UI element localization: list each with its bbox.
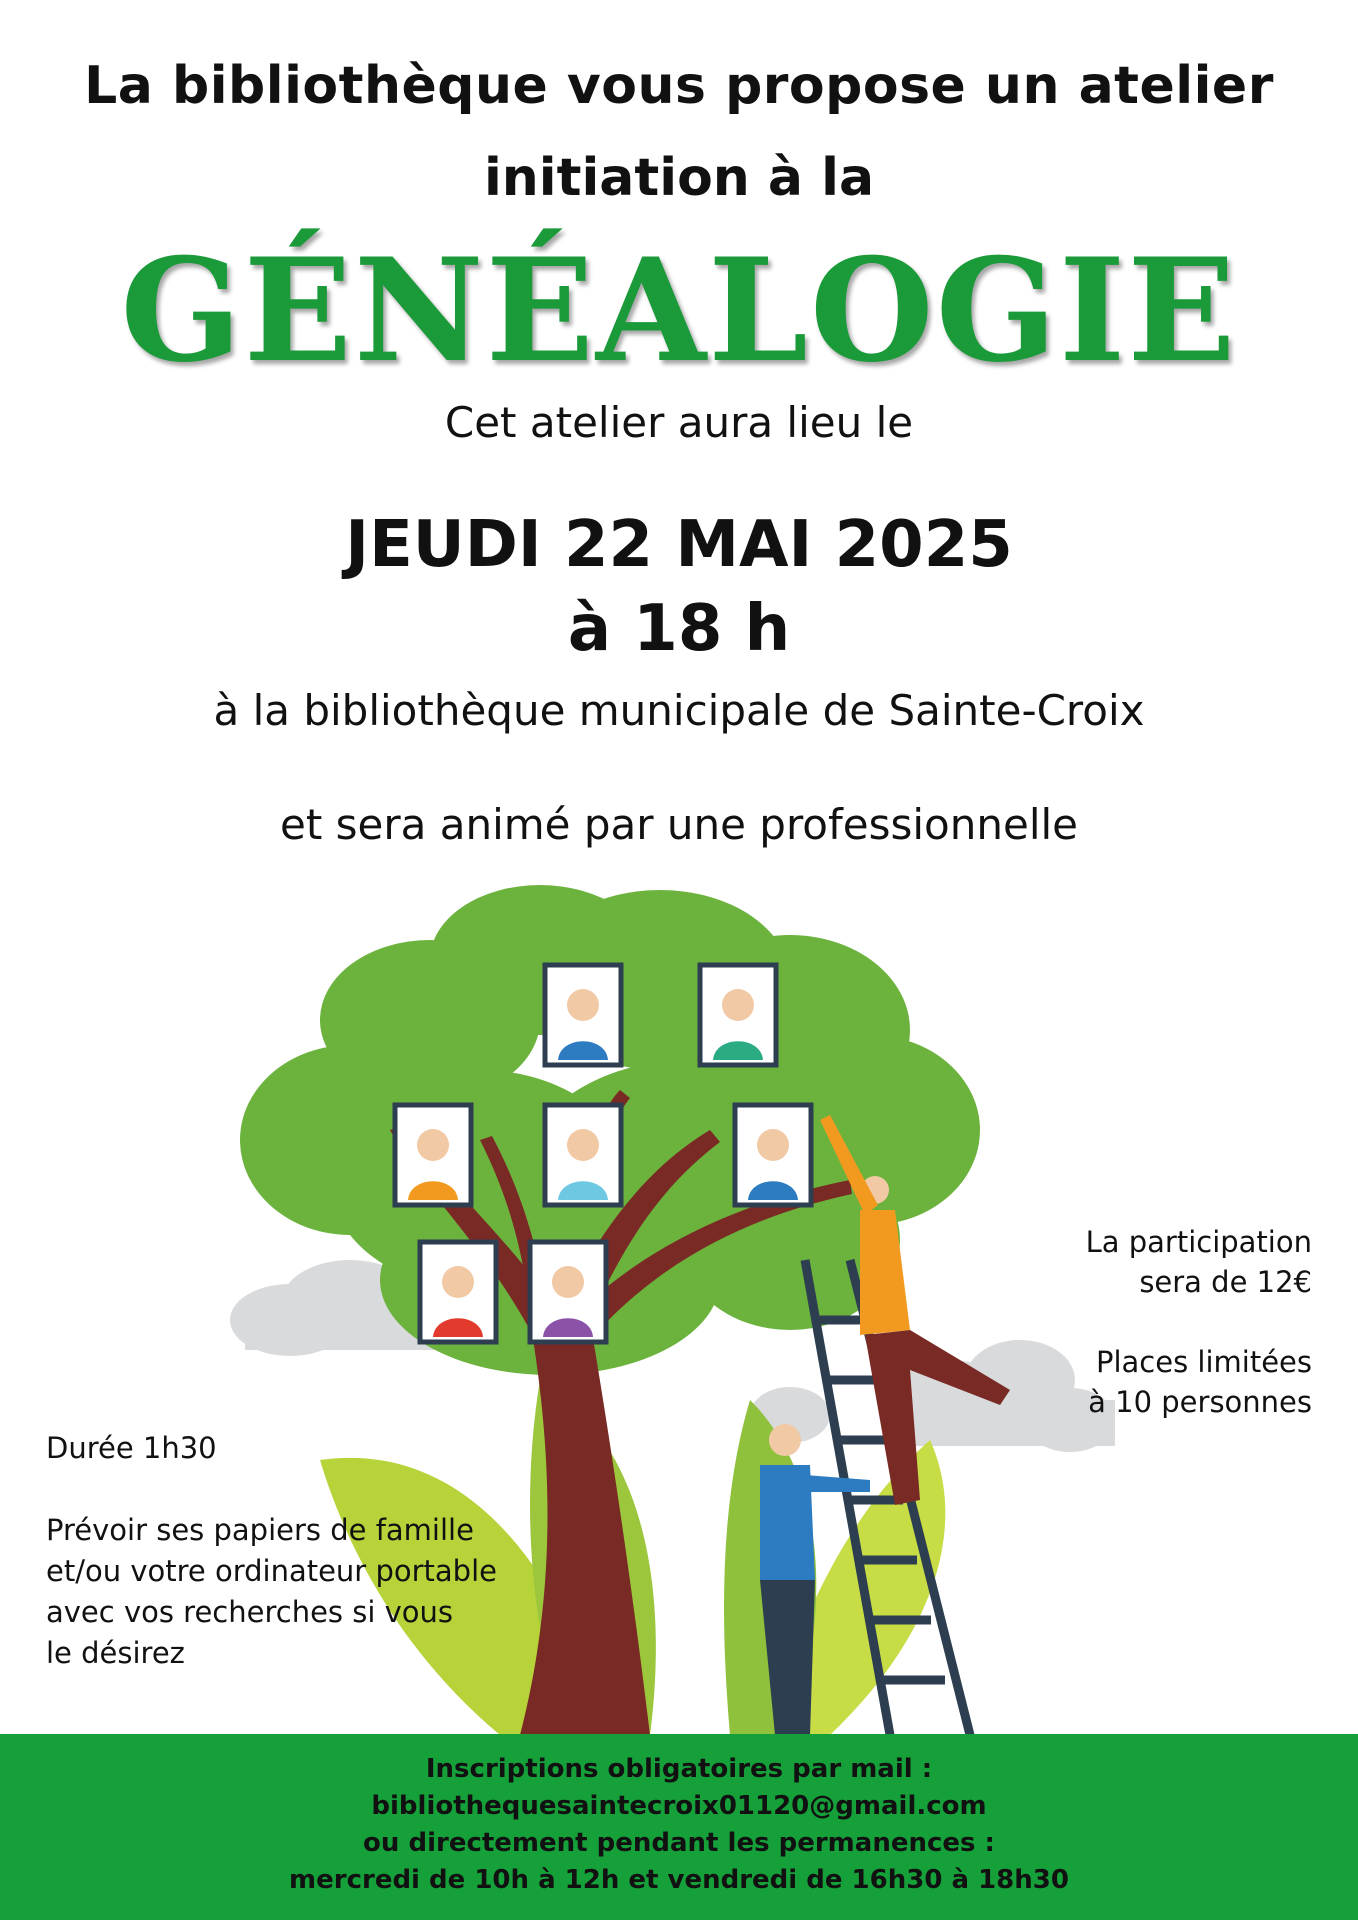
permanence-hours: mercredi de 10h à 12h et vendredi de 16h30 à 18h30 [289, 1865, 1069, 1895]
registration-email[interactable]: bibliothequesaintecroix01120@gmail.com [371, 1791, 987, 1821]
bring-text-line: et/ou votre ordinateur portable [46, 1554, 497, 1588]
portrait-icon [420, 1242, 496, 1342]
event-place: à la bibliothèque municipale de Sainte-Croix [213, 686, 1145, 735]
practical-info [46, 1428, 606, 1674]
duration-text: Durée 1h30 [46, 1431, 217, 1465]
permanence-title: ou directement pendant les permanences : [363, 1828, 995, 1858]
registration-title: Inscriptions obligatoires par mail : [425, 1754, 933, 1784]
places-label: Places limitées [1095, 1345, 1312, 1379]
event-date: JEUDI 22 MAI 2025 [345, 508, 1013, 582]
headline-line-1: La bibliothèque vous propose un atelier [84, 56, 1274, 116]
event-time: à 18 h [567, 592, 791, 666]
participation-price: sera de 12€ [1139, 1265, 1312, 1299]
portrait-icon [545, 965, 621, 1065]
places-count: à 10 personnes [1088, 1385, 1312, 1419]
portrait-icon [735, 1105, 811, 1205]
participation-info [992, 1222, 1312, 1422]
portrait-icon [700, 965, 776, 1065]
registration-footer [0, 1734, 1358, 1920]
bring-text-line: avec vos recherches si vous [46, 1595, 454, 1629]
headline-line-2: initiation à la [483, 148, 875, 208]
portrait-icon [545, 1105, 621, 1205]
participation-label: La participation [1085, 1225, 1312, 1259]
bring-text-line: le désirez [46, 1636, 185, 1670]
event-host: et sera animé par une professionnelle [279, 800, 1079, 849]
portrait-icon [395, 1105, 471, 1205]
portrait-icon [530, 1242, 606, 1342]
bring-text-line: Prévoir ses papiers de famille [46, 1513, 474, 1547]
page-title: GÉNÉALOGIE [120, 228, 1238, 394]
event-intro: Cet atelier aura lieu le [444, 398, 914, 447]
